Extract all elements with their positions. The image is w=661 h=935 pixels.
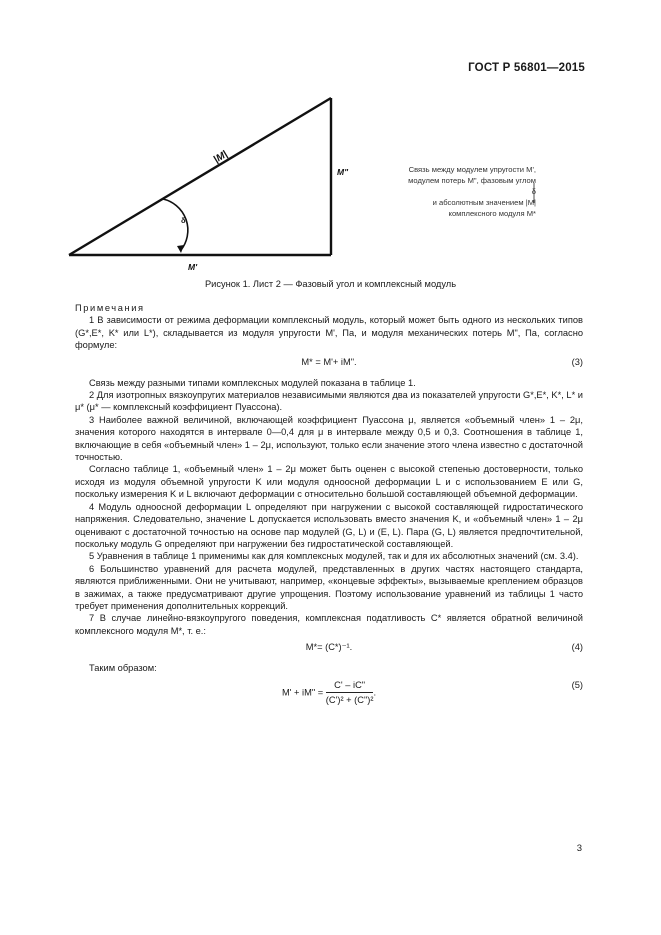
notes-title: Примечания bbox=[75, 303, 145, 313]
figure-caption: Рисунок 1. Лист 2 — Фазовый угол и комплексный модуль bbox=[204, 279, 457, 289]
note-3-continuation: Согласно таблице 1, «объемный член» 1 – 2μ может быть оценен с высокой степенью достоверности, только исходя из модуля объемной упругости K или модуля одноосной деформации L и с использованием E или G, поскольку измерения K и L включают деформации с относительно большой составляющей объемной деформации. bbox=[75, 464, 583, 500]
phase-angle-figure bbox=[0, 0, 661, 300]
storage-modulus-label: M' bbox=[188, 262, 198, 272]
figure-legend bbox=[402, 164, 536, 219]
note-4: 4 Модуль одноосной деформации L определяют при нагружении с высокой составляющей гидростатического напряжения. Следовательно, значение L допускается использовать вместо значения K, и «объемный член» 1 – 2μ оценивают с достаточной точностью на основе пар модулей (G, L) и (E, L). Пара (G, L) является предпочтительной, поскольку модуль G определяют при нагружении без гидростатической составляющей. bbox=[75, 501, 583, 549]
notes-section bbox=[75, 302, 583, 713]
note-3: 3 Наиболее важной величиной, включающей коэффициент Пуассона μ, является «объемный член» 1 – 2μ, значения которого находятся в интервале 0—0,4 для μ в интервале между 0,5 и 0,3. Соотношения в таблице 1, включающие в себя «объемный член» 1 – 2μ, используют, только если значение этого члена известно с достаточной точностью. bbox=[75, 414, 583, 463]
equation-5-body bbox=[75, 679, 583, 707]
equation-3 bbox=[75, 356, 583, 371]
note-6: 6 Большинство уравнений для расчета модулей, представленных в других частях настоящего стандарта, являются приближенными. Они не учитывают, например, «концевые эффекты», вызываемые креплением образцов в зажимах, а также предусматривают другие упрощения. Поэтому использование уравнений из таблицы 1 часто требует применения дополнительных коррекций. bbox=[75, 563, 583, 611]
note-1-continuation: Связь между разными типами комплексных модулей показана в таблице 1. bbox=[89, 377, 416, 388]
note-1: 1 В зависимости от режима деформации комплексный модуль, который может быть одного из нескольких типов (G*,E*, K* или L*), складывается из модуля упругости M', Па, и модуля механических потерь M", Па, согласно формуле: bbox=[75, 315, 583, 351]
legend-line: комплексного модуля M* bbox=[448, 209, 536, 218]
legend-line: Связь между модулем упругости M', bbox=[408, 165, 536, 174]
equation-5-number: (5) bbox=[571, 679, 583, 690]
equation-3-number: (3) bbox=[571, 356, 583, 367]
angle-arrowhead bbox=[177, 245, 184, 253]
equation-5 bbox=[75, 679, 583, 709]
equation-5-denominator: (C')² + (C")² bbox=[325, 694, 374, 705]
standard-code: ГОСТ Р 56801—2015 bbox=[468, 62, 585, 74]
page-number: 3 bbox=[576, 843, 582, 854]
equation-4-number: (4) bbox=[571, 642, 583, 653]
loss-modulus-label: M" bbox=[337, 167, 349, 177]
note-7: 7 В случае линейно-вязкоупругого поведения, комплексная податливость C* является обратной величиной комплексного модуля M*, т. е.: bbox=[75, 613, 583, 636]
legend-line: и абсолютным значением |M| bbox=[432, 198, 536, 207]
note-5: 5 Уравнения в таблице 1 применимы как для комплексных модулей, так и для их абсолютных значений (см. 3.4). bbox=[89, 551, 579, 562]
modulus-label: |M| bbox=[211, 148, 230, 166]
note-7-continuation: Таким образом: bbox=[89, 663, 157, 674]
phase-angle-label: δ bbox=[181, 216, 186, 225]
legend-line: модулем потерь M", фазовым углом δ bbox=[408, 176, 536, 196]
hypotenuse-line bbox=[69, 98, 331, 255]
equation-5-lhs: M' + iM" = bbox=[281, 686, 324, 697]
equation-3-body: M* = M'+ iM". bbox=[301, 356, 357, 367]
note-2: 2 Для изотропных вязкоупругих материалов независимыми являются два из показателей упругости G*,E*, K*, L* и μ* (μ* — комплексный коэффициент Пуассона). bbox=[75, 390, 583, 413]
equation-5-fraction bbox=[325, 679, 377, 707]
equation-4-body: M*= (C*)⁻¹. bbox=[305, 642, 353, 653]
equation-4 bbox=[75, 641, 583, 656]
equation-5-tail: . bbox=[373, 686, 377, 697]
equation-5-numerator: C' – iC" bbox=[326, 679, 374, 693]
